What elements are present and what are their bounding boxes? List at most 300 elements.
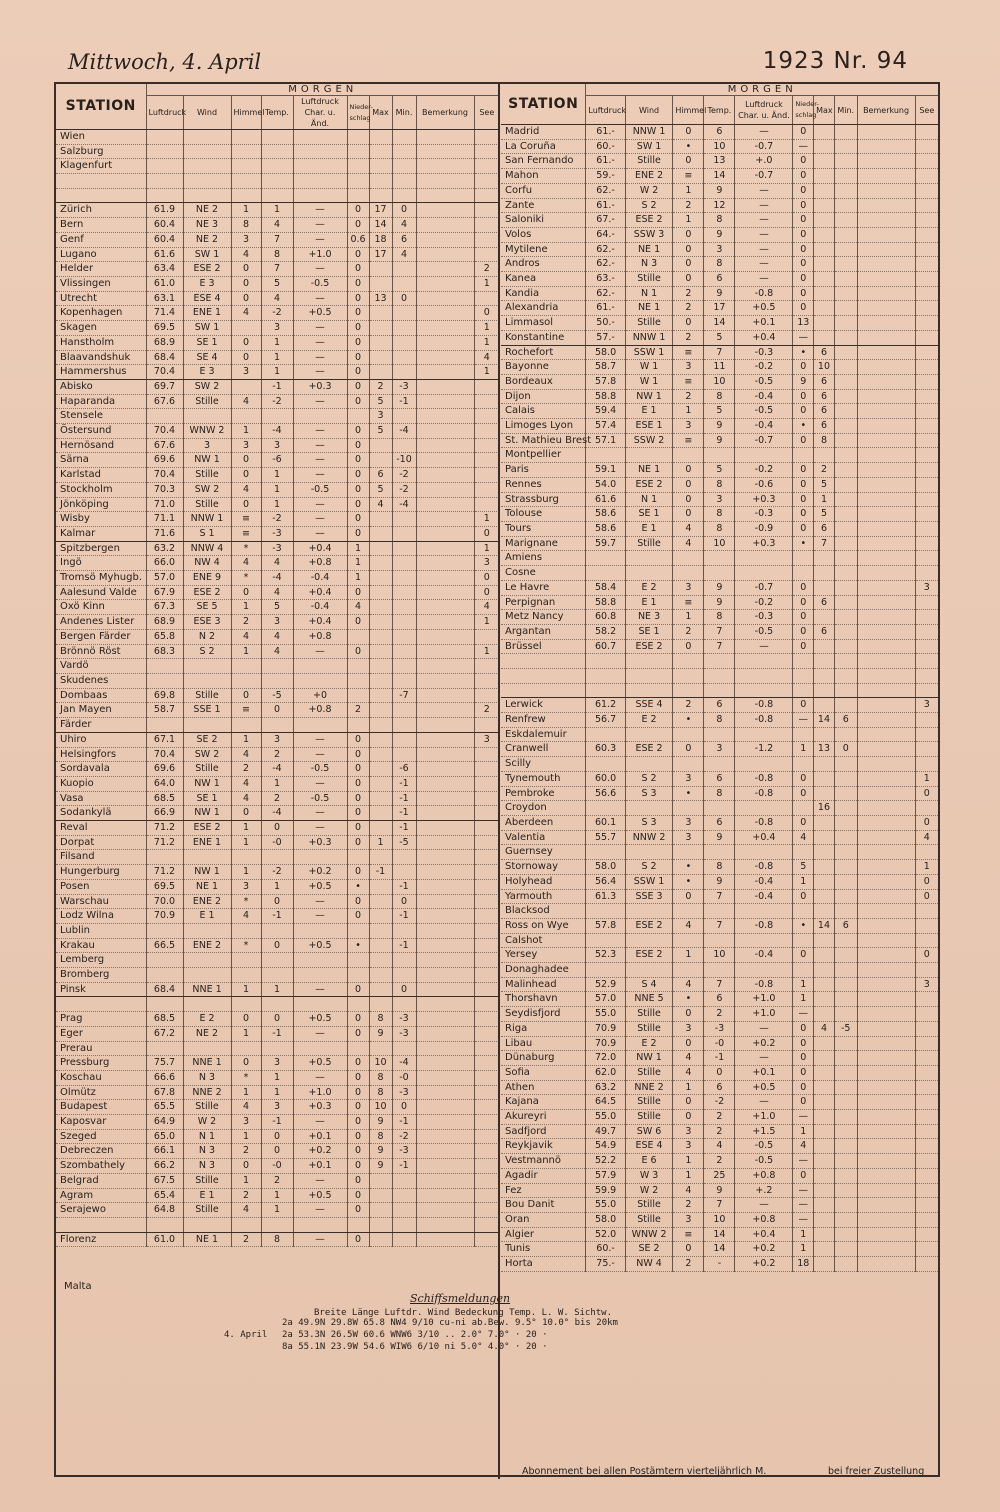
cell: -10 bbox=[392, 453, 416, 468]
cell: — bbox=[735, 198, 793, 213]
cell: 1 bbox=[261, 497, 293, 512]
cell: — bbox=[293, 1070, 347, 1085]
cell: 0 bbox=[673, 742, 704, 757]
cell bbox=[857, 683, 915, 698]
cell bbox=[915, 213, 938, 228]
cell bbox=[834, 492, 857, 507]
station-name: Stensele bbox=[56, 409, 146, 424]
cell: 8 bbox=[704, 477, 735, 492]
cell bbox=[261, 968, 293, 983]
cell: 66.2 bbox=[146, 1159, 183, 1174]
cell bbox=[392, 365, 416, 380]
station-name: La Coruña bbox=[501, 139, 586, 154]
cell bbox=[369, 688, 392, 703]
cell bbox=[857, 1021, 915, 1036]
cell bbox=[915, 257, 938, 272]
cell bbox=[261, 188, 293, 203]
cell bbox=[915, 330, 938, 345]
cell: E 2 bbox=[183, 1012, 231, 1027]
cell bbox=[814, 183, 835, 198]
cell bbox=[416, 1217, 474, 1232]
cell bbox=[814, 580, 835, 595]
station-name: Limmasol bbox=[501, 316, 586, 331]
cell: 57.- bbox=[586, 330, 625, 345]
cell bbox=[673, 566, 704, 581]
cell: -4 bbox=[392, 1056, 416, 1071]
cell bbox=[625, 654, 673, 669]
cell: 2 bbox=[231, 1144, 261, 1159]
cell: 1 bbox=[261, 1203, 293, 1218]
cell: 6 bbox=[704, 771, 735, 786]
cell bbox=[293, 409, 347, 424]
cell: 9 bbox=[704, 227, 735, 242]
col-luftdruck: Luftdruck bbox=[146, 96, 183, 130]
station-name: Genf bbox=[56, 232, 146, 247]
cell: 0 bbox=[231, 277, 261, 292]
cell bbox=[915, 227, 938, 242]
cell: 0 bbox=[231, 688, 261, 703]
table-row bbox=[56, 365, 499, 380]
cell: 8 bbox=[261, 247, 293, 262]
cell bbox=[625, 757, 673, 772]
cell: 25 bbox=[704, 1168, 735, 1183]
cell: 4 bbox=[231, 1203, 261, 1218]
cell: 6 bbox=[814, 404, 835, 419]
cell: 1 bbox=[793, 1227, 814, 1242]
table-row bbox=[501, 1183, 938, 1198]
table-row bbox=[501, 654, 938, 669]
cell bbox=[834, 904, 857, 919]
cell: 1 bbox=[474, 541, 499, 556]
cell bbox=[814, 1198, 835, 1213]
station-name: Holyhead bbox=[501, 874, 586, 889]
station-name: Vlissingen bbox=[56, 277, 146, 292]
cell: — bbox=[293, 747, 347, 762]
cell: 70.4 bbox=[146, 365, 183, 380]
cell bbox=[834, 507, 857, 522]
cell: — bbox=[793, 1183, 814, 1198]
morgen-header: MORGEN bbox=[146, 84, 499, 96]
cell bbox=[347, 659, 369, 674]
station-name: Lodz Wilna bbox=[56, 909, 146, 924]
cell: +0.5 bbox=[293, 879, 347, 894]
cell: NNW 1 bbox=[625, 330, 673, 345]
station-name: Aalesund Valde bbox=[56, 585, 146, 600]
cell: 9 bbox=[704, 286, 735, 301]
cell bbox=[704, 963, 735, 978]
cell bbox=[834, 771, 857, 786]
cell bbox=[814, 977, 835, 992]
cell: 58.0 bbox=[586, 860, 625, 875]
cell bbox=[474, 747, 499, 762]
cell bbox=[183, 144, 231, 159]
cell: +1.0 bbox=[293, 1085, 347, 1100]
cell: 64.8 bbox=[146, 1203, 183, 1218]
cell: 0 bbox=[347, 424, 369, 439]
cell: 2 bbox=[673, 624, 704, 639]
cell bbox=[369, 659, 392, 674]
cell: 4 bbox=[793, 830, 814, 845]
cell bbox=[416, 747, 474, 762]
cell bbox=[814, 1257, 835, 1272]
cell: 1 bbox=[673, 213, 704, 228]
cell bbox=[347, 629, 369, 644]
station-name: Färder bbox=[56, 718, 146, 733]
cell bbox=[586, 904, 625, 919]
cell bbox=[231, 953, 261, 968]
cell bbox=[474, 953, 499, 968]
cell bbox=[857, 419, 915, 434]
cell: — bbox=[293, 821, 347, 836]
cell bbox=[183, 997, 231, 1012]
cell bbox=[347, 1217, 369, 1232]
cell bbox=[474, 1159, 499, 1174]
cell: ≡ bbox=[673, 169, 704, 184]
cell bbox=[915, 1168, 938, 1183]
cell: 4 bbox=[347, 600, 369, 615]
cell bbox=[834, 1257, 857, 1272]
station-name: Hanstholm bbox=[56, 335, 146, 350]
cell bbox=[369, 1188, 392, 1203]
cell: 0 bbox=[347, 1173, 369, 1188]
cell bbox=[416, 1188, 474, 1203]
cell bbox=[416, 1115, 474, 1130]
cell: NNE 1 bbox=[183, 982, 231, 997]
table-row bbox=[501, 933, 938, 948]
table-row bbox=[501, 816, 938, 831]
cell bbox=[834, 698, 857, 713]
cell: — bbox=[735, 242, 793, 257]
cell: 66.0 bbox=[146, 556, 183, 571]
table-row bbox=[501, 713, 938, 728]
cell: 7 bbox=[704, 918, 735, 933]
cell: -3 bbox=[261, 526, 293, 541]
cell bbox=[231, 188, 261, 203]
cell: 70.3 bbox=[146, 482, 183, 497]
cell: — bbox=[293, 1203, 347, 1218]
cell: 1 bbox=[474, 615, 499, 630]
cell bbox=[416, 218, 474, 233]
cell: 59.- bbox=[586, 169, 625, 184]
cell bbox=[369, 335, 392, 350]
station-name: Skudenes bbox=[56, 673, 146, 688]
cell bbox=[369, 277, 392, 292]
cell: NE 1 bbox=[625, 242, 673, 257]
cell: 10 bbox=[369, 1100, 392, 1115]
cell bbox=[704, 448, 735, 463]
cell: E 6 bbox=[625, 1154, 673, 1169]
cell: 58.8 bbox=[586, 389, 625, 404]
cell bbox=[347, 673, 369, 688]
cell: SSW 3 bbox=[625, 227, 673, 242]
cell bbox=[347, 130, 369, 145]
table-row bbox=[501, 742, 938, 757]
cell bbox=[915, 272, 938, 287]
cell bbox=[857, 610, 915, 625]
cell bbox=[834, 213, 857, 228]
cell: 0 bbox=[474, 526, 499, 541]
cell bbox=[293, 850, 347, 865]
cell: 0 bbox=[673, 1242, 704, 1257]
cell: -1 bbox=[369, 865, 392, 880]
cell: 4 bbox=[261, 556, 293, 571]
cell: 1 bbox=[261, 482, 293, 497]
cell: +0 bbox=[293, 688, 347, 703]
cell bbox=[416, 644, 474, 659]
cell: 0 bbox=[793, 1168, 814, 1183]
cell bbox=[183, 850, 231, 865]
cell: -4 bbox=[261, 762, 293, 777]
cell: 7 bbox=[814, 536, 835, 551]
cell bbox=[369, 585, 392, 600]
table-row bbox=[501, 610, 938, 625]
cell: -3 bbox=[392, 1085, 416, 1100]
cell: 5 bbox=[814, 507, 835, 522]
cell: 59.1 bbox=[586, 463, 625, 478]
cell: — bbox=[735, 125, 793, 140]
cell: — bbox=[293, 453, 347, 468]
cell: 9 bbox=[369, 1115, 392, 1130]
cell: — bbox=[293, 232, 347, 247]
cell: +0.5 bbox=[293, 1188, 347, 1203]
station-name: Mahon bbox=[501, 169, 586, 184]
cell bbox=[369, 1173, 392, 1188]
cell bbox=[814, 1242, 835, 1257]
cell bbox=[814, 1154, 835, 1169]
cell bbox=[834, 816, 857, 831]
cell bbox=[369, 159, 392, 174]
cell bbox=[814, 904, 835, 919]
table-row bbox=[56, 1115, 499, 1130]
station-name: Zürich bbox=[56, 203, 146, 218]
cell: 1 bbox=[261, 1070, 293, 1085]
table-row bbox=[501, 492, 938, 507]
station-name: Sofia bbox=[501, 1065, 586, 1080]
table-row bbox=[501, 154, 938, 169]
cell: ≡ bbox=[673, 374, 704, 389]
cell bbox=[474, 497, 499, 512]
station-name: Rochefort bbox=[501, 345, 586, 360]
cell: +0.2 bbox=[293, 865, 347, 880]
cell bbox=[369, 600, 392, 615]
cell: 2 bbox=[347, 703, 369, 718]
cell bbox=[814, 330, 835, 345]
cell bbox=[834, 316, 857, 331]
cell: -1 bbox=[392, 909, 416, 924]
cell bbox=[915, 1065, 938, 1080]
cell bbox=[834, 463, 857, 478]
table-row bbox=[501, 1051, 938, 1066]
cell bbox=[392, 350, 416, 365]
ship-reports-date: 4. April bbox=[224, 1330, 268, 1340]
cell: +1.5 bbox=[735, 1124, 793, 1139]
station-name: Donaghadee bbox=[501, 963, 586, 978]
cell: 0 bbox=[834, 742, 857, 757]
cell bbox=[857, 963, 915, 978]
station-name: Dijon bbox=[501, 389, 586, 404]
cell: 3 bbox=[474, 556, 499, 571]
cell bbox=[834, 1198, 857, 1213]
cell: 0 bbox=[474, 306, 499, 321]
cell bbox=[834, 404, 857, 419]
cell bbox=[416, 806, 474, 821]
station-name: Horta bbox=[501, 1257, 586, 1272]
table-row bbox=[56, 512, 499, 527]
cell: 58.6 bbox=[586, 507, 625, 522]
station-name: Mytilene bbox=[501, 242, 586, 257]
cell: -0.4 bbox=[293, 600, 347, 615]
cell bbox=[183, 968, 231, 983]
cell bbox=[474, 174, 499, 189]
cell bbox=[673, 933, 704, 948]
cell bbox=[416, 468, 474, 483]
cell bbox=[915, 536, 938, 551]
station-name: Andenes Lister bbox=[56, 615, 146, 630]
cell bbox=[915, 669, 938, 684]
cell bbox=[915, 507, 938, 522]
col-niederschlag-right: Nieder-schlag bbox=[793, 96, 814, 125]
cell bbox=[392, 526, 416, 541]
cell: 3 bbox=[369, 409, 392, 424]
cell: -0.7 bbox=[735, 433, 793, 448]
station-name: Eger bbox=[56, 1026, 146, 1041]
station-name: Dünaburg bbox=[501, 1051, 586, 1066]
cell: 2 bbox=[704, 1124, 735, 1139]
cell: * bbox=[231, 938, 261, 953]
cell: -1 bbox=[261, 1026, 293, 1041]
station-name: Valentia bbox=[501, 830, 586, 845]
cell: Stille bbox=[625, 1095, 673, 1110]
cell: SW 1 bbox=[183, 321, 231, 336]
cell: 0 bbox=[347, 909, 369, 924]
cell bbox=[416, 159, 474, 174]
cell: W 2 bbox=[183, 1115, 231, 1130]
cell bbox=[834, 1065, 857, 1080]
cell bbox=[735, 933, 793, 948]
cell bbox=[857, 183, 915, 198]
cell bbox=[704, 654, 735, 669]
table-row bbox=[56, 541, 499, 556]
table-row bbox=[56, 703, 499, 718]
station-name: Blaavandshuk bbox=[56, 350, 146, 365]
cell: 13 bbox=[793, 316, 814, 331]
cell: 56.4 bbox=[586, 874, 625, 889]
cell: 8 bbox=[369, 1012, 392, 1027]
cell bbox=[416, 1144, 474, 1159]
cell: 67.- bbox=[586, 213, 625, 228]
cell: 2 bbox=[704, 1007, 735, 1022]
cell: 70.0 bbox=[146, 894, 183, 909]
cell: -2 bbox=[392, 1129, 416, 1144]
cell: 0 bbox=[347, 453, 369, 468]
cell bbox=[392, 644, 416, 659]
cell: 66.5 bbox=[146, 938, 183, 953]
cell bbox=[915, 624, 938, 639]
cell: WNW 2 bbox=[183, 424, 231, 439]
cell bbox=[834, 654, 857, 669]
cell: 1 bbox=[231, 982, 261, 997]
cell: 0 bbox=[347, 497, 369, 512]
cell: 60.3 bbox=[586, 742, 625, 757]
cell bbox=[474, 144, 499, 159]
cell bbox=[814, 1168, 835, 1183]
cell bbox=[735, 654, 793, 669]
cell bbox=[474, 1144, 499, 1159]
cell bbox=[369, 556, 392, 571]
cell bbox=[474, 130, 499, 145]
cell: ≡ bbox=[231, 512, 261, 527]
cell: 2 bbox=[369, 379, 392, 394]
cell: ESE 2 bbox=[183, 821, 231, 836]
ship-reports-head: Breite Länge Luftdr. Wind Bedeckung Temp. L. W. Sichtw. bbox=[314, 1308, 613, 1318]
cell bbox=[673, 551, 704, 566]
cell: 0 bbox=[673, 125, 704, 140]
cell: -4 bbox=[261, 806, 293, 821]
cell: — bbox=[735, 213, 793, 228]
cell bbox=[735, 551, 793, 566]
station-name bbox=[56, 997, 146, 1012]
cell: 3 bbox=[673, 580, 704, 595]
cell: ESE 2 bbox=[625, 742, 673, 757]
cell bbox=[834, 845, 857, 860]
cell: 0 bbox=[261, 1144, 293, 1159]
cell: ESE 2 bbox=[183, 262, 231, 277]
cell: SSE 3 bbox=[625, 889, 673, 904]
station-name: Akureyri bbox=[501, 1110, 586, 1125]
cell bbox=[834, 948, 857, 963]
cell: 6 bbox=[814, 389, 835, 404]
station-name: Stornoway bbox=[501, 860, 586, 875]
cell: 58.0 bbox=[586, 1212, 625, 1227]
cell bbox=[369, 350, 392, 365]
cell: — bbox=[293, 394, 347, 409]
cell bbox=[392, 997, 416, 1012]
cell bbox=[735, 757, 793, 772]
col-max-right: Max bbox=[814, 96, 835, 125]
cell: 61.6 bbox=[146, 247, 183, 262]
station-name: Koschau bbox=[56, 1070, 146, 1085]
cell: SSW 1 bbox=[625, 874, 673, 889]
cell bbox=[347, 953, 369, 968]
cell: 8 bbox=[231, 218, 261, 233]
cell: 0 bbox=[347, 1188, 369, 1203]
cell bbox=[474, 1012, 499, 1027]
cell: 0 bbox=[261, 821, 293, 836]
cell: 1 bbox=[474, 644, 499, 659]
cell: 68.3 bbox=[146, 644, 183, 659]
cell bbox=[834, 419, 857, 434]
cell: 55.0 bbox=[586, 1198, 625, 1213]
cell: 0 bbox=[347, 247, 369, 262]
table-row bbox=[501, 757, 938, 772]
cell: Stille bbox=[625, 1198, 673, 1213]
table-row bbox=[56, 409, 499, 424]
cell: -5 bbox=[392, 835, 416, 850]
station-name: Aberdeen bbox=[501, 816, 586, 831]
cell: -2 bbox=[392, 468, 416, 483]
cell: 0 bbox=[793, 816, 814, 831]
cell: — bbox=[293, 1026, 347, 1041]
station-name bbox=[56, 1217, 146, 1232]
cell: 1 bbox=[231, 203, 261, 218]
cell bbox=[857, 316, 915, 331]
table-row bbox=[501, 257, 938, 272]
cell: 2 bbox=[261, 791, 293, 806]
cell: — bbox=[293, 1115, 347, 1130]
cell bbox=[474, 1085, 499, 1100]
cell: NNW 1 bbox=[183, 512, 231, 527]
cell: 9 bbox=[704, 183, 735, 198]
